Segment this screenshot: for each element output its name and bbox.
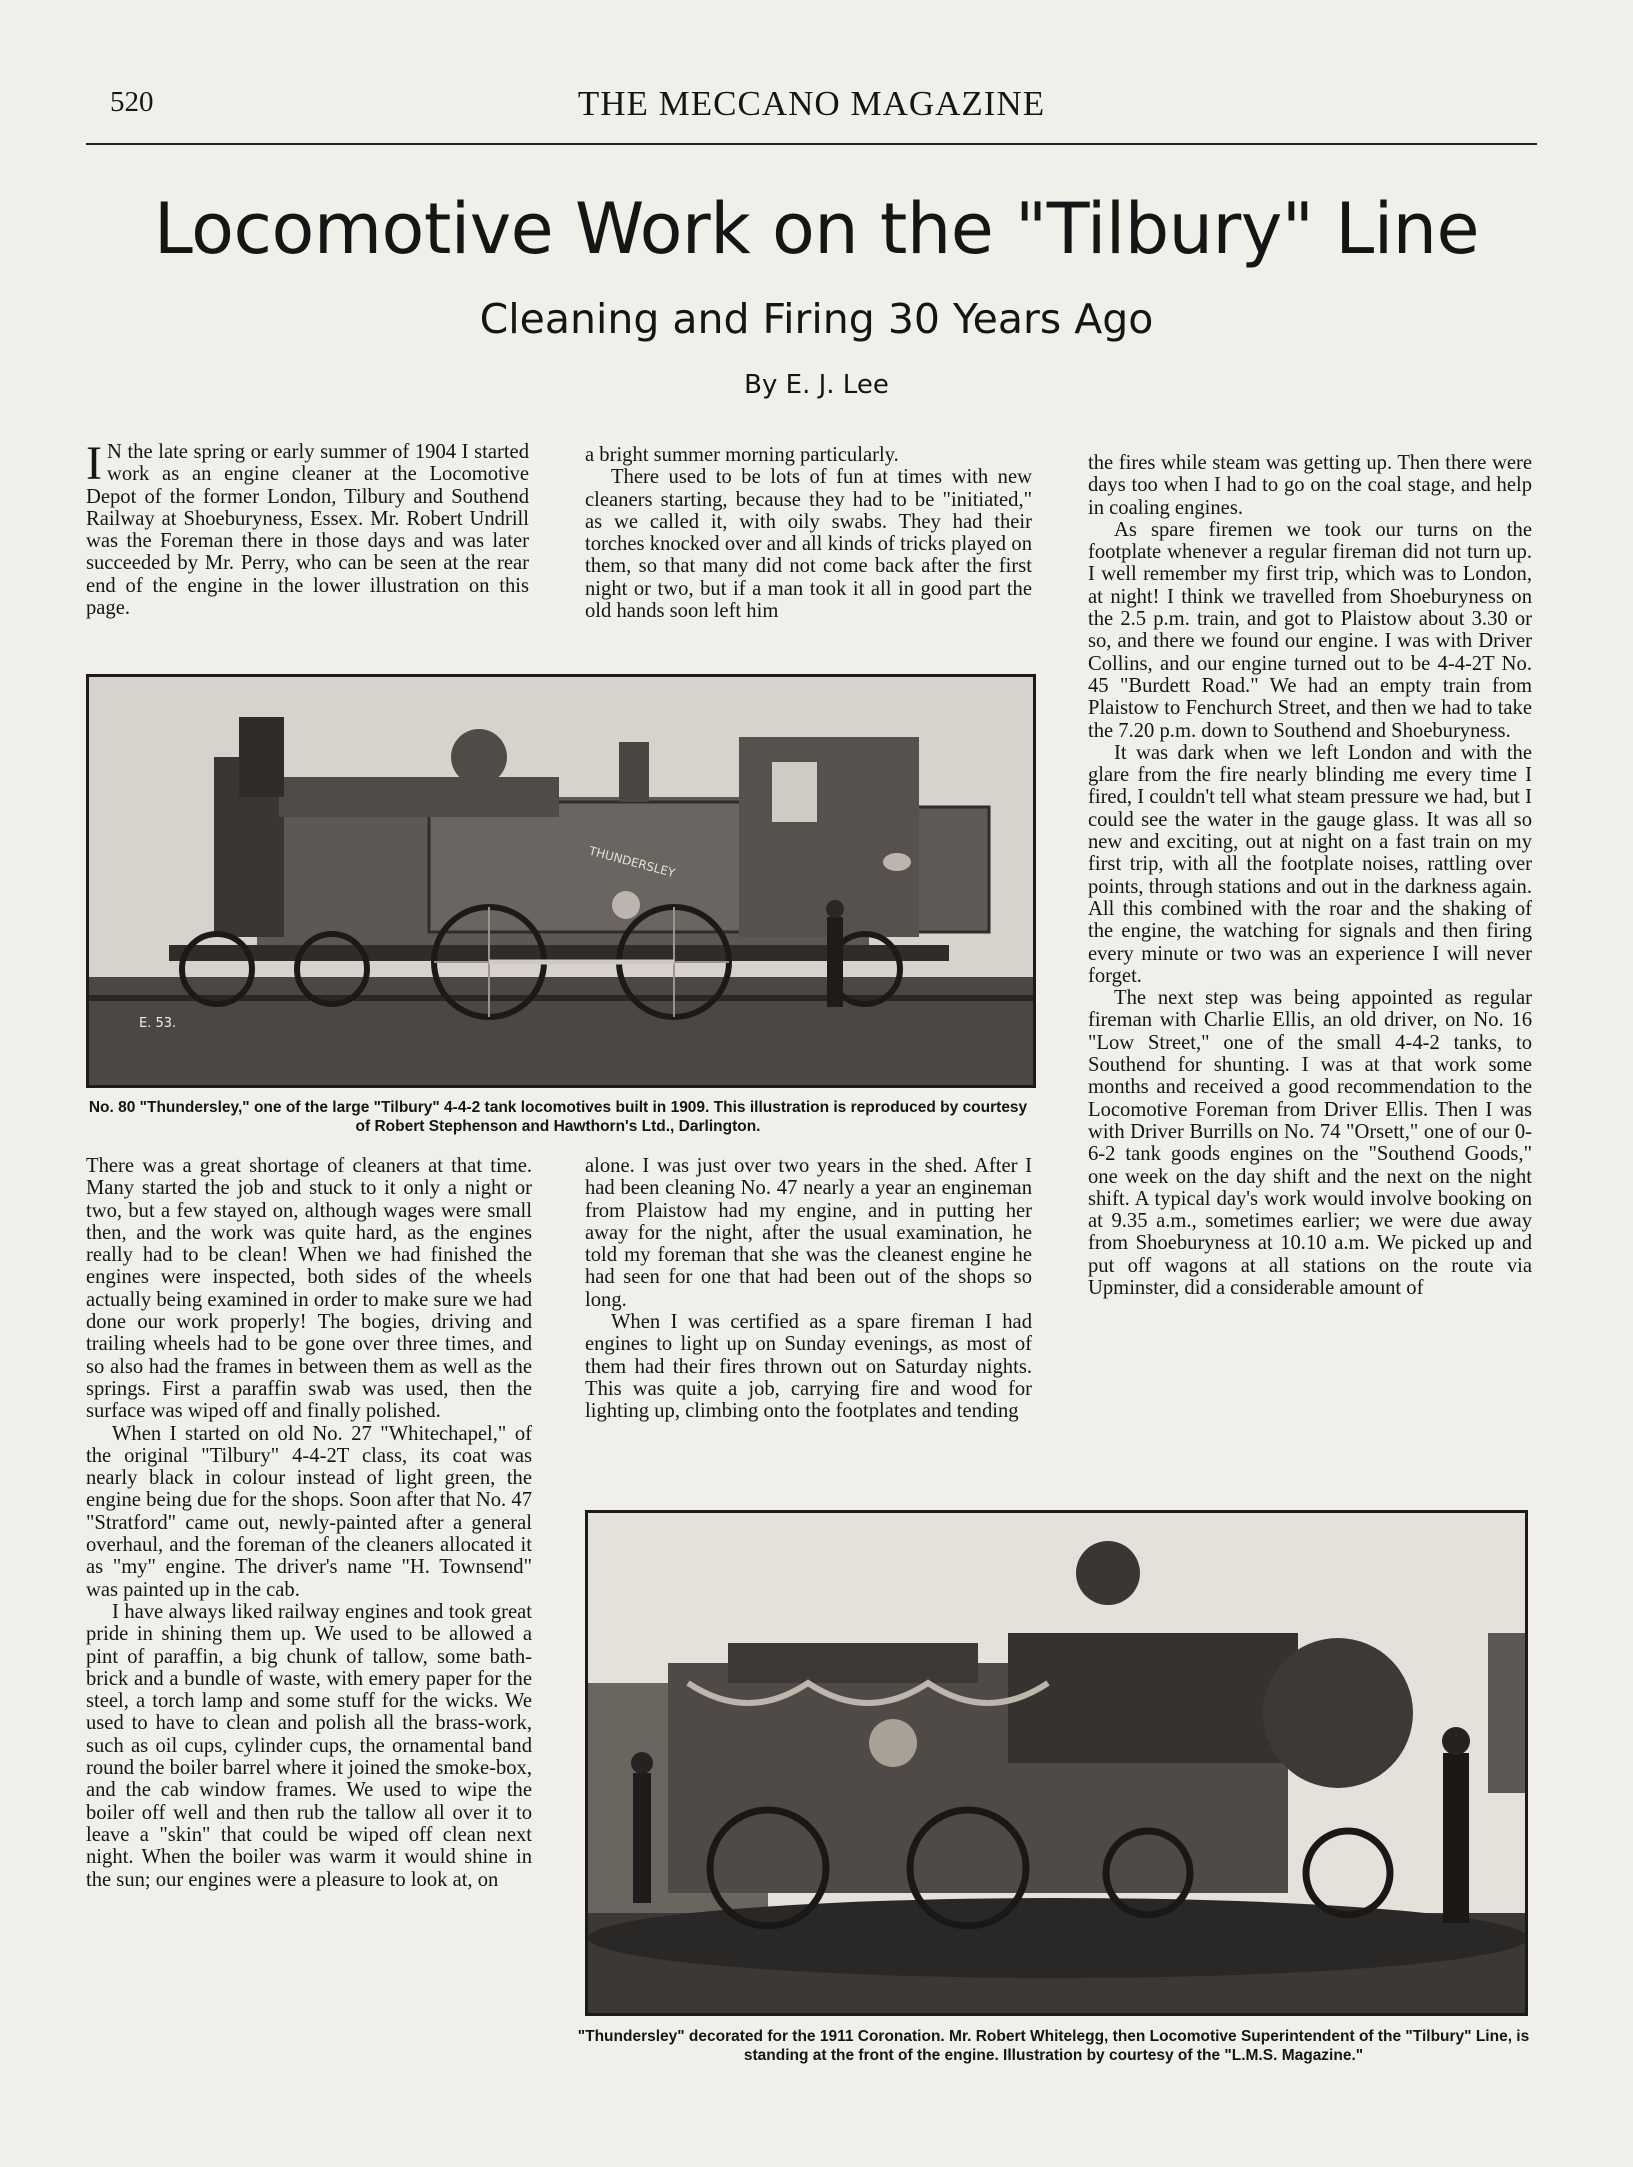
locomotive-illustration	[89, 677, 1033, 1085]
paragraph: It was dark when we left London and with the glare from the fire nearly blinding me every time I fired, I couldn't tell what steam pressure we had, but I could see the water in the gauge glass. It was all so new and exciting, out at night on a fast train on my first trip, with all the footplate noises, rattling over points, through stations and out in the darkness again. All this combined with the roar and the shaking of the engine, the watching for signals and then firing every minute or two was an experience I will never forget.	[1088, 741, 1532, 987]
loco-name-plate: THUNDERSLEY	[587, 843, 677, 881]
running-head	[86, 84, 1537, 132]
article-title: Locomotive Work on the "Tilbury" Line	[153, 188, 1480, 270]
column-bottom-left	[86, 1155, 532, 1891]
intro-text: N the late spring or early summer of 1904 I started work as an engine cleaner at the Locomotive Depot of the former London, Tilbury and Southend Railway at Shoeburyness, Essex. Mr. Robert Undrill was the Foreman there in those days and was later succeeded by Mr. Perry, who can be seen at the rear end of the engine in the lower illustration on this page.	[86, 441, 529, 620]
paragraph: alone. I was just over two years in the shed. After I had been cleaning No. 47 nearly a year an engineman from Plaistow had my engine, and in putting her away for the night, after the usual examination, he told my foreman that she was the cleanest engine he had seen for one that had been out of the shops so long.	[585, 1155, 1032, 1311]
page-number: 520	[110, 86, 154, 118]
paragraph: The next step was being appointed as regular fireman with Charlie Ellis, an old driver, on No. 16 "Low Street," one of the small 4-4-2 tanks, to Southend for shunting. I was at that work some months and received a good recommendation to the Locomotive Foreman from Driver Ellis. Then I was with Driver Burrills on No. 74 "Orsett," one of our 0-6-2 tank goods engines on the "Southend Goods," one week on the day shift and the next on the night shift. A typical day's work would involve booking on at 9.35 a.m., sometimes earlier; we were due away from Shoeburyness at 10.10 a.m. We picked up and put off wagons at all stations on the route via Upminster, did a considerable amount of	[1088, 987, 1532, 1299]
article-subtitle: Cleaning and Firing 30 Years Ago	[479, 295, 1154, 343]
magazine-title: THE MECCANO MAGAZINE	[577, 84, 1046, 123]
paragraph: a bright summer morning particularly.	[585, 444, 899, 466]
paragraph: There used to be lots of fun at times with new cleaners starting, because they had to be "initiated," as we called it, with oily swabs. They had their torches knocked over and all kinds of tricks played on them, so that many did not come back after the first night or two, but if a man took it all in good part the old hands soon left him	[585, 466, 1032, 623]
drop-cap: I	[86, 437, 102, 490]
paragraph: When I started on old No. 27 "Whitechapel," of the original "Tilbury" 4-4-2T class, its coat was nearly black in colour instead of light green, the engine being due for the shops. Soon after that No. 47 "Stratford" came out, newly-painted after a general overhaul, and the foreman of the cleaners allocated it as "my" engine. The driver's name "H. Townsend" was painted up in the cab.	[86, 1422, 532, 1601]
intro-paragraph	[86, 437, 529, 620]
paragraph: When I was certified as a spare fireman I had engines to light up on Sunday evenings, as most of them had their fires thrown out on Saturday nights. This was quite a job, carrying fire and wood for lighting up, climbing onto the footplates and tending	[585, 1311, 1032, 1423]
column-bottom-middle	[585, 1155, 1032, 1423]
paragraph: I have always liked railway engines and took great pride in shining them up. We used to be allowed a pint of paraffin, a big chunk of tallow, some bath-brick and a bundle of waste, with emery paper for the steel, a torch lamp and some stuff for the wicks. We used to have to clean and polish all the brass-work, such as oil cups, cylinder cups, the ornamental band round the boiler barrel where it joined the smoke-box, and the cab window frames. We used to wipe the boiler off well and then rub the tallow all over it to leave a "skin" that could be wiped off clean next night. When the boiler was warm it would shine in the sun; our engines were a pleasure to look at, on	[86, 1600, 532, 1891]
header-rule	[86, 143, 1537, 145]
top-photo-caption: No. 80 "Thundersley," one of the large "Tilbury" 4-4-2 tank locomotives built in 1909. This illustration is reproduced by courtesy of Robert Stephenson and Hawthorn's Ltd., Darlington.	[88, 1099, 1028, 1135]
paragraph: There was a great shortage of cleaners at that time. Many started the job and stuck to it only a night or two, but a few stayed on, although wages were small then, and the work was quite hard, as the engines really had to be clean! When we had finished the engines were inspected, both sides of the wheels actually being examined in order to make sure we had done our work properly! The bogies, driving and trailing wheels had to be gone over three times, and so also had the frames in between them as well as the springs. First a paraffin swab was used, then the surface was wiped off and finally polished.	[86, 1155, 532, 1423]
byline: By E. J. Lee	[744, 370, 889, 400]
paragraph: As spare firemen we took our turns on the footplate whenever a regular fireman did not turn up. I well remember my first trip, which was to London, at night! I think we travelled from Shoeburyness on the 2.5 p.m. train, and got to Plaistow about 3.30 or so, and there we found our engine. I was with Driver Collins, and our engine turned out to be 4-4-2T No. 45 "Burdett Road." We had an empty train from Plaistow to Fenchurch Street, and then we had to take the 7.20 p.m. down to Southend and Shoeburyness.	[1088, 518, 1532, 742]
plate-mark: E. 53.	[139, 1016, 177, 1031]
decorated-locomotive-illustration	[588, 1513, 1525, 2013]
column-top-middle	[585, 444, 1032, 622]
bottom-photo-caption: "Thundersley" decorated for the 1911 Coronation. Mr. Robert Whitelegg, then Locomotive Superintendent of the "Tilbury" Line, is standing at the front of the engine. Illustration by courtesy of the "L.M.S. Magazine."	[577, 2028, 1530, 2064]
top-locomotive-photo	[86, 674, 1036, 1088]
column-top-left	[86, 437, 529, 620]
paragraph: the fires while steam was getting up. Then there were days too when I had to go on the coal stage, and help in coaling engines.	[1088, 452, 1532, 519]
column-right	[1088, 452, 1532, 1299]
bottom-coronation-photo	[585, 1510, 1528, 2016]
